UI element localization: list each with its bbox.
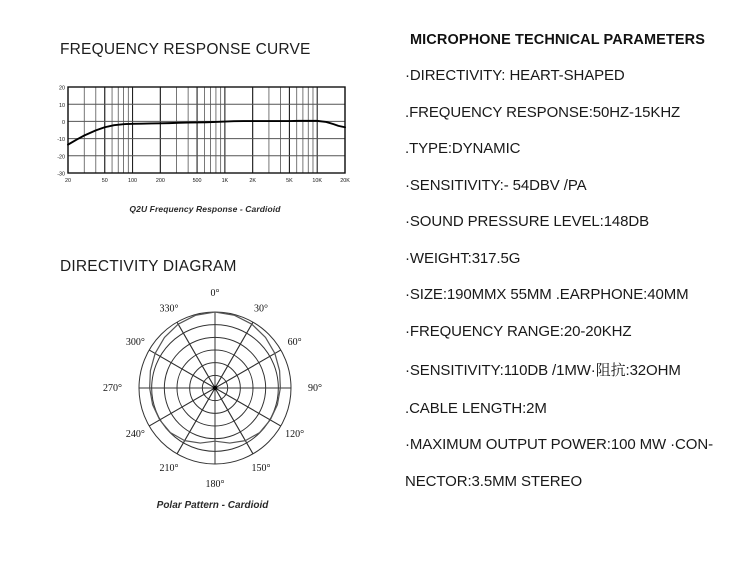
spec-line: ·SIZE:190MMX 55MM .EARPHONE:40MM: [405, 286, 689, 303]
spec-line: ·SENSITIVITY:- 54DBV /PA: [405, 176, 587, 194]
svg-text:50: 50: [101, 178, 108, 184]
svg-text:1K: 1K: [221, 178, 229, 184]
spec-line: NECTOR:3.5MM STEREO: [405, 472, 583, 490]
technical-parameters-list: [405, 67, 750, 490]
svg-text:100: 100: [128, 178, 138, 184]
svg-text:20: 20: [65, 178, 71, 184]
svg-text:90°: 90°: [308, 383, 322, 395]
polar-pattern-svg: [100, 284, 330, 492]
spec-line: ·DIRECTIVITY: HEART-SHAPED: [405, 67, 625, 84]
technical-parameters-title: MICROPHONE TECHNICAL PARAMETERS: [410, 32, 705, 48]
spec-line: ·SOUND PRESSURE LEVEL:148DB: [405, 213, 650, 230]
svg-text:0: 0: [62, 120, 65, 126]
spec-line: ·SENSITIVITY:110DB /1MW·阻抗:32OHM: [405, 362, 681, 379]
svg-text:20: 20: [59, 85, 65, 92]
svg-text:-20: -20: [57, 154, 65, 161]
svg-text:-30: -30: [57, 171, 65, 178]
frequency-response-svg: [48, 80, 358, 190]
svg-text:60°: 60°: [287, 337, 302, 349]
svg-text:10K: 10K: [312, 178, 323, 184]
svg-text:10: 10: [59, 102, 65, 109]
frequency-response-heading: FREQUENCY RESPONSE CURVE: [60, 41, 311, 58]
svg-text:30°: 30°: [254, 303, 268, 315]
spec-line: ·MAXIMUM OUTPUT POWER:100 MW ·CON-: [405, 436, 713, 453]
svg-text:120°: 120°: [285, 429, 305, 441]
spec-line: ·FREQUENCY RANGE:20-20KHZ: [405, 322, 632, 340]
directivity-diagram-heading: DIRECTIVITY DIAGRAM: [60, 258, 237, 275]
svg-text:-10: -10: [57, 137, 65, 144]
svg-text:2K: 2K: [249, 178, 256, 184]
frequency-response-caption: Q2U Frequency Response - Cardioid: [129, 204, 281, 214]
svg-text:240°: 240°: [125, 429, 145, 441]
svg-text:5K: 5K: [286, 178, 293, 184]
svg-text:20K: 20K: [340, 178, 350, 184]
svg-text:270°: 270°: [103, 383, 122, 395]
svg-text:180°: 180°: [205, 479, 225, 491]
spec-line: .FREQUENCY RESPONSE:50HZ-15KHZ: [405, 103, 681, 121]
svg-text:200: 200: [155, 178, 165, 184]
spec-line: ·WEIGHT:317.5G: [405, 249, 521, 267]
spec-line: .CABLE LENGTH:2M: [405, 399, 547, 417]
polar-pattern-caption: Polar Pattern - Cardioid: [156, 500, 269, 511]
technical-parameters-panel: [405, 32, 750, 490]
spec-line: .TYPE:DYNAMIC: [405, 140, 521, 157]
svg-text:210°: 210°: [159, 462, 179, 474]
polar-pattern-chart: [100, 284, 330, 492]
svg-text:300°: 300°: [125, 337, 145, 349]
frequency-response-chart: [48, 80, 358, 190]
svg-text:150°: 150°: [251, 462, 271, 474]
svg-text:500: 500: [192, 178, 202, 184]
svg-text:330°: 330°: [159, 303, 179, 315]
svg-text:0°: 0°: [210, 288, 220, 300]
